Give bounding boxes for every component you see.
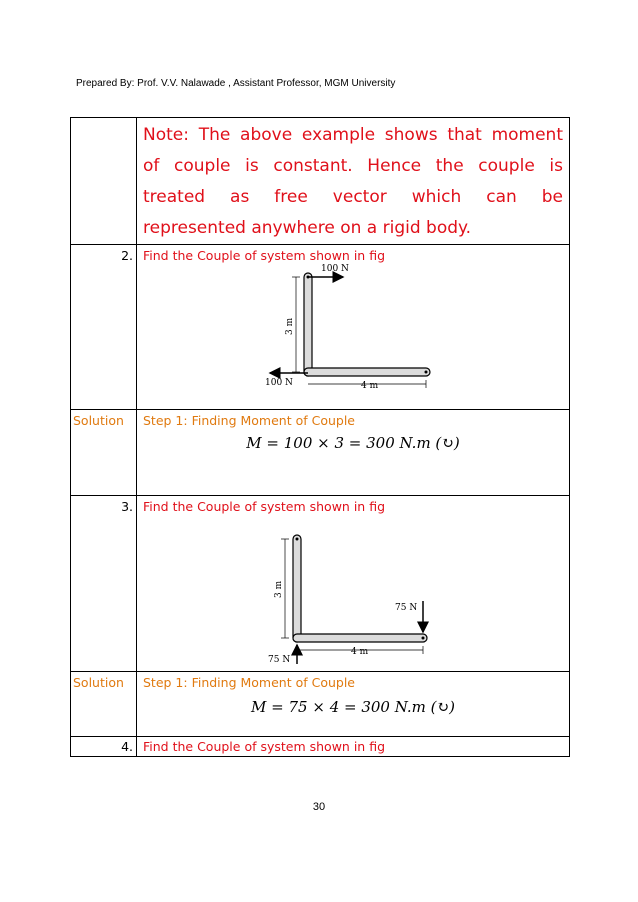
question-text: Find the Couple of system shown in fig (143, 739, 386, 754)
solution-2-cell (137, 410, 570, 496)
moment-equation: M = 100 × 3 = 300 N.m (↻) (246, 434, 460, 452)
solution-2-row (71, 410, 570, 496)
vertical-member (293, 535, 301, 642)
figure-l-beam-vertical-couple (143, 263, 563, 393)
question-2-row (71, 245, 570, 410)
question-4-row (71, 737, 570, 757)
note-line: Note: The above example shows that moment (143, 125, 563, 145)
solution-label: Solution (71, 672, 137, 737)
right-force-label: 75 N (395, 603, 418, 613)
top-force-label: 100 N (321, 264, 349, 274)
note-line: of couple is constant. Hence the couple is (143, 156, 563, 176)
note-cell (137, 118, 570, 245)
height-label: 3 m (285, 317, 295, 335)
content-table (70, 117, 570, 757)
question-3-row (71, 496, 570, 672)
horizontal-member (293, 634, 427, 642)
step-text: Step 1: Finding Moment of Couple (143, 413, 355, 428)
question-text: Find the Couple of system shown in fig (143, 499, 386, 514)
note-row (71, 118, 570, 245)
solution-3-row (71, 672, 570, 737)
question-number: 4. (71, 737, 137, 757)
question-text: Find the Couple of system shown in fig (143, 248, 386, 263)
question-3-cell (137, 496, 570, 672)
figure-l-beam-horizontal-couple (143, 514, 563, 664)
question-number: 3. (71, 496, 137, 672)
question-4-cell (137, 737, 570, 757)
page-header: Prepared By: Prof. V.V. Nalawade , Assistant Professor, MGM University (76, 78, 396, 89)
step-text: Step 1: Finding Moment of Couple (143, 675, 355, 690)
solution-3-cell (137, 672, 570, 737)
horizontal-member (304, 368, 430, 376)
note-text (143, 118, 563, 244)
bottom-force-label: 75 N (268, 655, 291, 664)
solution-label: Solution (71, 410, 137, 496)
moment-equation: M = 75 × 4 = 300 N.m (↻) (251, 698, 455, 716)
question-2-cell (137, 245, 570, 410)
vertical-member (304, 273, 312, 376)
note-line: treated as free vector which can be (143, 187, 563, 207)
bottom-force-label: 100 N (265, 378, 293, 388)
note-number-cell (71, 118, 137, 245)
page-number: 30 (312, 801, 326, 813)
length-label: 4 m (351, 647, 369, 657)
height-label: 3 m (274, 580, 284, 598)
note-line: represented anywhere on a rigid body. (143, 218, 472, 238)
length-label: 4 m (361, 381, 379, 391)
question-number: 2. (71, 245, 137, 410)
